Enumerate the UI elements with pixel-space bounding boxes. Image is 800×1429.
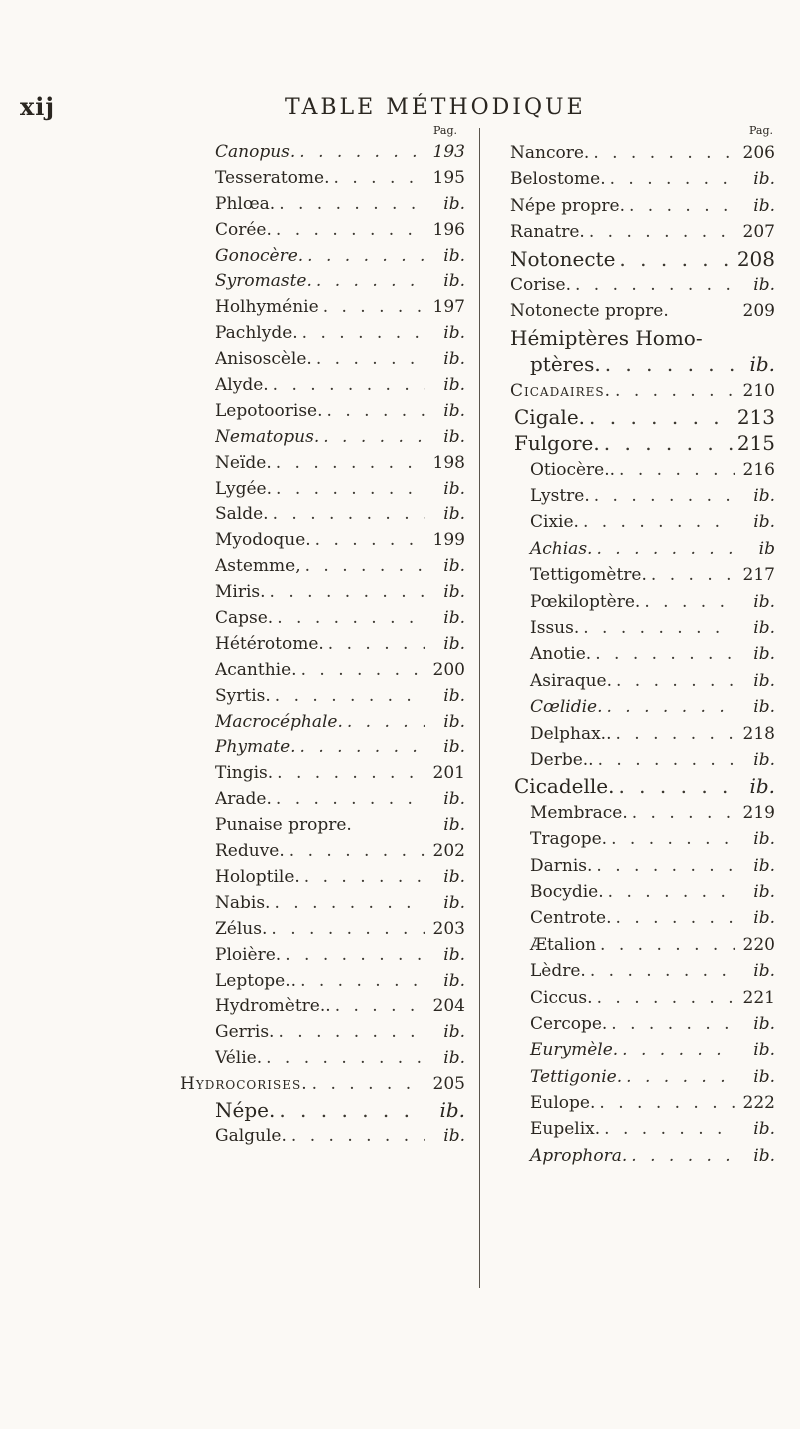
index-entry <box>510 1037 775 1063</box>
index-entry <box>215 606 465 632</box>
pag-label: Pag. <box>748 124 773 137</box>
entry-page: ib. <box>753 512 775 533</box>
index-entry <box>510 166 775 192</box>
entry-name: Reduve. <box>215 841 285 862</box>
entry-name: Holhyménie <box>215 297 319 318</box>
index-entry <box>510 298 775 324</box>
entry-name: Arade. <box>215 789 272 810</box>
index-entry <box>215 813 465 839</box>
entry-page: ib. <box>443 970 465 991</box>
index-entry <box>510 140 775 166</box>
entry-page: 203 <box>432 918 465 939</box>
entry-name: Issus. <box>530 618 580 639</box>
index-entry <box>215 218 465 244</box>
entry-page: ib. <box>443 582 465 603</box>
entry-page: ib <box>758 538 775 559</box>
entry-name: Cœlidie. <box>530 697 603 718</box>
index-entry <box>510 694 775 720</box>
index-entry <box>510 589 775 615</box>
entry-name: Hydrocorises. <box>180 1074 308 1095</box>
index-entry <box>215 269 465 295</box>
entry-page: 219 <box>742 802 775 823</box>
right-column <box>510 122 775 1169</box>
index-entry <box>215 477 465 503</box>
entry-page: ib. <box>749 352 775 377</box>
index-entry <box>180 1072 465 1098</box>
entry-name: Alyde. <box>215 375 269 396</box>
entry-name: Cixie. <box>530 512 579 533</box>
entry-page: ib. <box>443 245 465 266</box>
index-entry <box>215 347 465 373</box>
running-title: TABLE MÉTHODIQUE <box>285 95 586 120</box>
index-entry <box>510 905 775 931</box>
index-entry <box>215 425 465 451</box>
entry-name: Asiraque. <box>530 670 612 691</box>
entry-page: 213 <box>736 404 775 429</box>
entry-name: Corée. <box>215 219 272 240</box>
index-entry <box>215 399 465 425</box>
entry-name: Gonocère. <box>215 245 304 266</box>
index-entry <box>510 721 775 747</box>
entry-page: ib. <box>753 670 775 691</box>
index-entry <box>215 166 465 192</box>
entry-name: Myodoque. <box>215 530 311 551</box>
entry-page: ib. <box>443 711 465 732</box>
entry-page: ib. <box>753 1066 775 1087</box>
entry-page: ib. <box>753 644 775 665</box>
entry-page: 205 <box>432 1074 465 1095</box>
index-entry <box>215 451 465 477</box>
index-entry <box>510 879 775 905</box>
index-entry <box>215 735 465 761</box>
entry-name: Neïde. <box>215 452 272 473</box>
entry-page: 217 <box>742 565 775 586</box>
entry-page: 199 <box>432 530 465 551</box>
entry-name: Ciccus. <box>530 987 593 1008</box>
entry-page: 215 <box>736 431 775 456</box>
entry-name: Aprophora. <box>530 1145 628 1166</box>
entry-name: Fulgore. <box>514 431 600 456</box>
entry-page: ib. <box>753 1145 775 1166</box>
entry-name: Anisoscèle. <box>215 349 312 370</box>
entry-name: Pachlyde. <box>215 323 298 344</box>
entry-name: Tragope. <box>530 829 608 850</box>
entry-name: Membrace. <box>530 802 628 823</box>
entry-page: 210 <box>742 380 775 401</box>
entry-name: ptères. <box>530 352 601 377</box>
entry-name: Gerris. <box>215 1022 275 1043</box>
entry-name: Notonecte <box>510 246 616 271</box>
entry-page: ib. <box>443 556 465 577</box>
entry-name: Eulope. <box>530 1093 596 1114</box>
entry-name: Hydromètre.. <box>215 996 331 1017</box>
entry-name: Salde. <box>215 504 269 525</box>
index-entry <box>510 378 775 404</box>
index-entry <box>510 668 775 694</box>
entry-name: Tesseratome. <box>215 167 330 188</box>
index-entry <box>510 800 775 826</box>
index-entry <box>215 244 465 270</box>
entry-name: Nancore. <box>510 143 590 163</box>
index-entry <box>215 891 465 917</box>
entry-name: Cigale. <box>514 404 586 429</box>
entry-name: Ætalion <box>530 934 597 955</box>
entry-name: Nematopus. <box>215 426 320 447</box>
entry-page: ib. <box>753 908 775 929</box>
index-entry <box>215 140 465 166</box>
index-entry <box>510 219 775 245</box>
index-entry <box>510 325 775 351</box>
entry-name: Achias. <box>530 538 593 559</box>
entry-page: 209 <box>742 301 775 322</box>
entry-page: 200 <box>432 659 465 680</box>
entry-page: ib. <box>443 944 465 965</box>
entry-page: ib. <box>443 633 465 654</box>
index-entry <box>215 684 465 710</box>
entry-page: ib. <box>443 1048 465 1069</box>
index-entry <box>510 747 775 773</box>
entry-name: Ploière. <box>215 944 282 965</box>
entry-name: Lepotoorise. <box>215 400 323 421</box>
entry-page: ib. <box>443 400 465 421</box>
index-entry <box>510 562 775 588</box>
entry-page: 220 <box>742 934 775 955</box>
entry-page: ib. <box>753 591 775 612</box>
entry-name: Syromaste. <box>215 271 312 292</box>
entry-name: Népe. <box>215 1097 276 1122</box>
entry-page: ib. <box>443 1022 465 1043</box>
index-entry <box>215 1124 465 1150</box>
index-entry <box>215 658 465 684</box>
index-entry <box>215 1020 465 1046</box>
entry-page: ib. <box>753 961 775 982</box>
entry-page: ib. <box>753 1013 775 1034</box>
entry-page: ib. <box>443 426 465 447</box>
index-entry <box>510 615 775 641</box>
entry-page: ib. <box>753 829 775 850</box>
index-entry <box>510 1116 775 1142</box>
entry-name: Tettigomètre. <box>530 565 647 586</box>
entry-page: ib. <box>443 1125 465 1146</box>
entry-page: 218 <box>742 723 775 744</box>
index-entry <box>510 826 775 852</box>
entry-page: ib. <box>753 1040 775 1061</box>
entry-name: Hémiptères Homo- <box>510 325 703 350</box>
index-entry <box>510 1064 775 1090</box>
index-entry <box>215 373 465 399</box>
entry-name: Lygée. <box>215 478 273 499</box>
entry-name: Lèdre. <box>530 961 586 982</box>
entry-name: Pœkiloptère. <box>530 591 641 612</box>
entry-name: Centrote. <box>530 908 612 929</box>
index-entry <box>215 761 465 787</box>
entry-page: 204 <box>432 996 465 1017</box>
entry-page: ib. <box>753 749 775 770</box>
index-entry <box>215 787 465 813</box>
entry-name: Notonecte propre. <box>510 301 669 322</box>
index-entry <box>215 943 465 969</box>
entry-page: ib. <box>439 1097 465 1122</box>
entry-name: Macrocéphale. <box>215 711 343 732</box>
entry-name: Punaise propre. <box>215 815 352 836</box>
entry-page: ib. <box>443 193 465 214</box>
entry-name: Belostome. <box>510 169 606 190</box>
entry-name: Derbe.. <box>530 749 594 770</box>
entry-name: Otiocère.. <box>530 459 616 480</box>
index-entry <box>510 932 775 958</box>
index-entry <box>215 1046 465 1072</box>
entry-page: 195 <box>432 167 465 188</box>
entry-name: Tettigonie. <box>530 1066 623 1087</box>
entry-page: ib. <box>753 169 775 190</box>
entry-name: Holoptile. <box>215 866 300 887</box>
entry-name: Lystre. <box>530 486 590 507</box>
entry-page: ib. <box>443 685 465 706</box>
entry-name: Canopus. <box>215 142 296 162</box>
index-entry <box>215 865 465 891</box>
index-entry <box>215 295 465 321</box>
index-entry <box>510 773 775 799</box>
entry-page: 208 <box>736 246 775 271</box>
index-entry <box>215 502 465 528</box>
entry-page: ib. <box>443 349 465 370</box>
entry-name: Nabis. <box>215 892 271 913</box>
entry-page: 196 <box>432 219 465 240</box>
entry-page: ib. <box>753 881 775 902</box>
index-entry <box>510 351 775 377</box>
entry-page: ib. <box>443 789 465 810</box>
index-entry <box>510 272 775 298</box>
entry-name: Syrtis. <box>215 685 271 706</box>
entry-name: Cercope. <box>530 1013 608 1034</box>
index-entry <box>510 1090 775 1116</box>
entry-name: Ranatre. <box>510 222 585 243</box>
index-entry <box>510 246 775 272</box>
entry-page: ib. <box>753 697 775 718</box>
index-entry <box>510 509 775 535</box>
entry-page: ib. <box>443 323 465 344</box>
entry-page: ib. <box>443 815 465 836</box>
index-entry <box>215 554 465 580</box>
entry-page: 202 <box>432 841 465 862</box>
entry-name: Eupelix. <box>530 1119 601 1140</box>
index-entry <box>510 404 775 430</box>
entry-page: 222 <box>742 1093 775 1114</box>
entry-page: ib. <box>443 271 465 292</box>
entry-page: 197 <box>432 297 465 318</box>
index-entry <box>215 192 465 218</box>
index-entry <box>510 430 775 456</box>
entry-page: 193 <box>432 142 465 162</box>
entry-page: 221 <box>742 987 775 1008</box>
entry-name: Eurymèle. <box>530 1040 619 1061</box>
index-entry <box>510 193 775 219</box>
index-entry <box>215 710 465 736</box>
entry-name: Acanthie. <box>215 659 297 680</box>
index-entry <box>215 580 465 606</box>
index-entry <box>215 917 465 943</box>
page-number: xij <box>20 92 56 121</box>
entry-name: Vélie. <box>215 1048 263 1069</box>
column-divider <box>479 128 480 1288</box>
entry-page: ib. <box>753 195 775 216</box>
index-entry <box>215 528 465 554</box>
entry-name: Tingis. <box>215 763 274 784</box>
entry-name: Cicadaires. <box>510 380 612 401</box>
index-entry <box>510 536 775 562</box>
entry-name: Delphax.. <box>530 723 612 744</box>
entry-name: Cicadelle. <box>514 774 615 799</box>
entry-page: ib. <box>443 608 465 629</box>
index-entry <box>510 483 775 509</box>
index-entry <box>215 1098 465 1124</box>
pag-label: Pag. <box>432 124 457 137</box>
index-entry <box>510 641 775 667</box>
entry-name: Phlœa. <box>215 193 276 214</box>
index-entry <box>510 853 775 879</box>
entry-name: Népe propre. <box>510 195 625 216</box>
entry-page: 207 <box>742 222 775 243</box>
index-entry <box>215 839 465 865</box>
entry-name: Miris. <box>215 582 266 603</box>
entry-name: Astemme, <box>215 556 301 577</box>
entry-page: 201 <box>432 763 465 784</box>
entry-page: ib. <box>753 274 775 295</box>
entry-page: ib. <box>753 855 775 876</box>
entry-name: Galgule. <box>215 1125 287 1146</box>
entry-page: ib. <box>443 892 465 913</box>
entry-page: ib. <box>443 375 465 396</box>
entry-name: Bocydie. <box>530 881 604 902</box>
entry-page: ib. <box>753 486 775 507</box>
entry-name: Phymate. <box>215 737 296 758</box>
index-entry <box>215 969 465 995</box>
index-entry <box>215 321 465 347</box>
index-entry <box>510 958 775 984</box>
entry-page: 216 <box>742 459 775 480</box>
entry-name: Leptope.. <box>215 970 297 991</box>
entry-page: ib. <box>443 737 465 758</box>
entry-page: 206 <box>742 143 775 163</box>
entry-page: 198 <box>432 452 465 473</box>
index-entry <box>510 1011 775 1037</box>
index-entry <box>510 985 775 1011</box>
entry-name: Corise. <box>510 274 571 295</box>
entry-page: ib. <box>753 1119 775 1140</box>
entry-page: ib. <box>443 478 465 499</box>
entry-name: Anotie. <box>530 644 592 665</box>
index-entry <box>215 994 465 1020</box>
entry-name: Hétérotome. <box>215 633 324 654</box>
index-entry <box>510 457 775 483</box>
entry-name: Darnis. <box>530 855 593 876</box>
index-entry <box>510 1143 775 1169</box>
entry-page: ib. <box>443 504 465 525</box>
entry-page: ib. <box>753 618 775 639</box>
entry-page: ib. <box>443 866 465 887</box>
entry-name: Capse. <box>215 608 274 629</box>
entry-name: Zélus. <box>215 918 268 939</box>
entry-page: ib. <box>749 774 775 799</box>
left-column <box>180 122 465 1150</box>
index-entry <box>215 632 465 658</box>
